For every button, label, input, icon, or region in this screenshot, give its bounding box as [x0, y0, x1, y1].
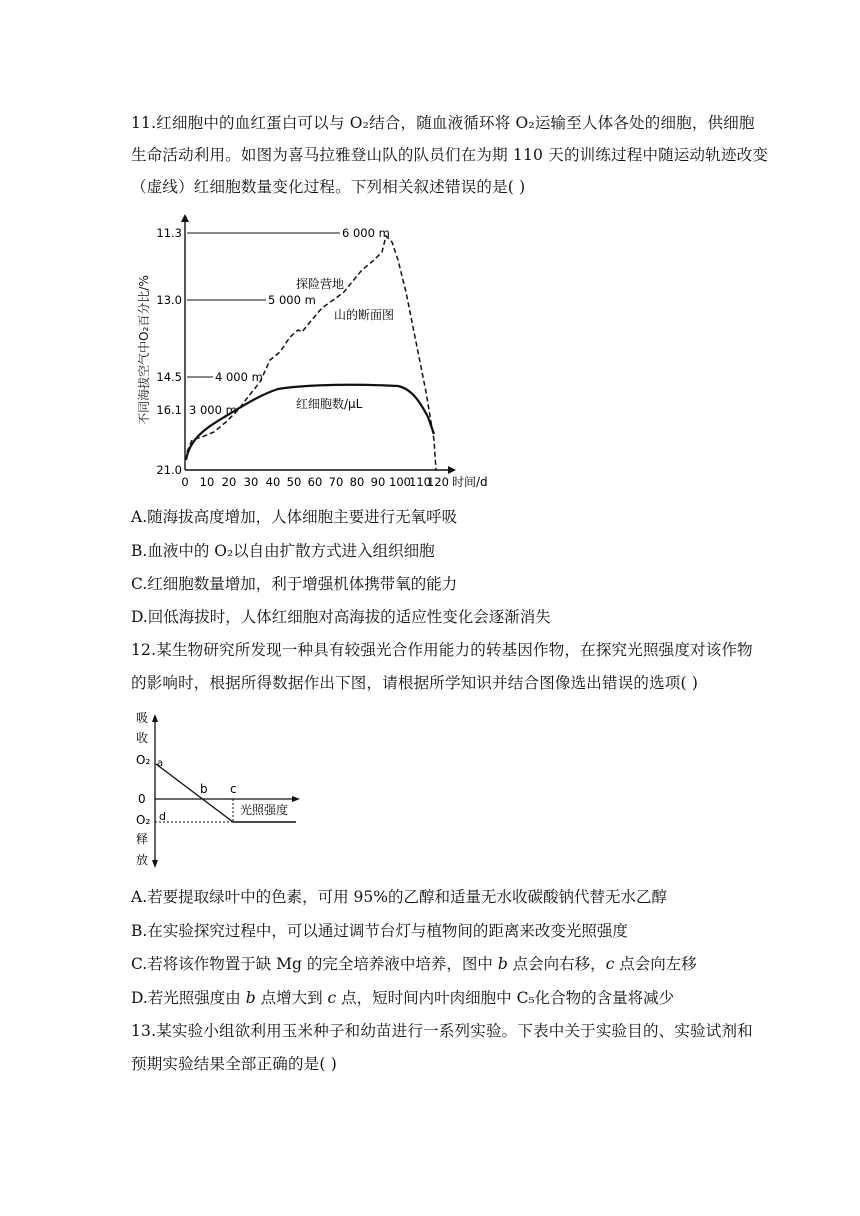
q11-ytick-1: 11.3 [156, 226, 182, 240]
q11-xtick-60: 60 [307, 475, 323, 489]
q11-option-a: A.随海拔高度增加，人体细胞主要进行无氧呼吸 [131, 508, 458, 526]
q12-xlabel: 光照强度 [240, 803, 289, 817]
q11-mountain-profile [187, 236, 436, 470]
q12-figure [132, 706, 312, 870]
q12-option-a: A.若要提取绿叶中的色素，可用 95%的乙醇和适量无水收碳酸钠代替无水乙醇 [131, 888, 668, 906]
q12-option-c-c: c [605, 955, 615, 973]
q12-line-2: 的影响时，根据所得数据作出下图，请根据所学知识并结合图像选出错误的选项( ) [131, 674, 699, 692]
q12-y-bottom-1: 释 [136, 832, 149, 846]
q11-x-arrow [448, 466, 456, 474]
q11-xtick-70: 70 [328, 475, 344, 489]
q12-point-b: b [200, 782, 208, 796]
q12-o2-top: O₂ [136, 753, 151, 767]
q12-option-d [131, 988, 674, 1008]
q12-option-d-b: b [245, 989, 256, 1007]
q11-xticks [181, 475, 449, 489]
q11-ylabel: 不同海拔空气中O₂百分比/% [137, 275, 151, 425]
q11-line-2: 生命活动利用。如图为喜马拉雅登山队的队员们在为期 110 天的训练过程中随运动轨迹改变 [131, 146, 769, 164]
q11-xtick-50: 50 [286, 475, 302, 489]
q11-xtick-80: 80 [349, 475, 365, 489]
q12-option-b: B.在实验探究过程中，可以通过调节台灯与植物间的距离来改变光照强度 [131, 922, 628, 940]
q12-o2-bottom: O₂ [136, 813, 151, 827]
q11-option-d: D.回低海拔时，人体红细胞对高海拔的适应性变化会逐渐消失 [131, 608, 551, 626]
q11-xtick-120: 120 [427, 475, 449, 489]
q11-xtick-20: 20 [221, 475, 237, 489]
q11-alt-3000: 3 000 m [189, 403, 237, 417]
q12-x-arrow [292, 796, 300, 802]
q12-point-c: c [230, 782, 237, 796]
q12-option-d-post: 点，短时间内叶肉细胞中 C₅化合物的含量将减少 [336, 989, 675, 1007]
q11-ytick-5: 21.0 [156, 463, 182, 477]
q11-alt-5000: 5 000 m [268, 293, 316, 307]
q11-ytick-4: 16.1 [156, 403, 182, 417]
q11-figure [130, 212, 510, 494]
q11-xtick-110: 110 [409, 475, 431, 489]
q12-option-c-b: b [497, 955, 508, 973]
q13-line-2: 预期实验结果全部正确的是( ) [131, 1055, 338, 1073]
q11-option-c: C.红细胞数量增加，利于增强机体携带氧的能力 [131, 575, 458, 593]
q12-curve-descending [156, 764, 233, 822]
q11-y-arrow [181, 214, 189, 222]
q12-y-arrow-down [152, 860, 158, 868]
q12-point-a: a [157, 758, 164, 769]
q11-xtick-30: 30 [243, 475, 259, 489]
q12-option-d-mid: 点增大到 [255, 989, 328, 1007]
q12-line-1: 12.某生物研究所发现一种具有较强光合作用能力的转基因作物，在探究光照强度对该作物 [131, 641, 753, 659]
q12-y-top-1: 吸 [136, 711, 149, 725]
q11-option-b: B.血液中的 O₂以自由扩散方式进入组织细胞 [131, 542, 435, 560]
q11-line-3: （虚线）红细胞数量变化过程。下列相关叙述错误的是( ) [131, 178, 526, 196]
q11-xtick-0: 0 [181, 475, 189, 489]
q11-line-1: 11.红细胞中的血红蛋白可以与 O₂结合，随血液循环将 O₂运输至人体各处的细胞，供细胞 [131, 114, 755, 132]
q12-option-c-mid: 点会向右移， [507, 955, 606, 973]
q13-line-1: 13.某实验小组欲利用玉米种子和幼苗进行一系列实验。下表中关于实验目的、实验试剂和 [131, 1022, 753, 1040]
q11-label-camp: 探险营地 [296, 277, 345, 291]
q11-xtick-90: 90 [370, 475, 386, 489]
q11-ytick-2: 13.0 [156, 293, 182, 307]
q12-option-c [131, 954, 697, 974]
q11-xtick-40: 40 [265, 475, 281, 489]
q12-y-bottom-2: 放 [136, 853, 149, 867]
q12-option-c-pre: C.若将该作物置于缺 Mg 的完全培养液中培养，图中 [131, 955, 498, 973]
q12-zero: 0 [138, 792, 146, 806]
q12-option-c-post: 点会向左移 [614, 955, 697, 973]
q12-y-arrow-up [152, 714, 158, 722]
q12-option-d-pre: D.若光照强度由 [131, 989, 246, 1007]
q11-xtick-100: 100 [389, 475, 411, 489]
q11-label-section: 山的断面图 [334, 308, 395, 322]
q12-option-d-c: c [327, 989, 337, 1007]
q11-xlabel: 时间/d [452, 475, 488, 489]
q12-point-d: d [159, 810, 166, 823]
q11-alt-6000: 6 000 m [342, 226, 390, 240]
q11-alt-4000: 4 000 m [215, 370, 263, 384]
q12-y-top-2: 收 [136, 731, 149, 745]
q11-xtick-10: 10 [199, 475, 215, 489]
q11-label-rbc: 红细胞数/μL [296, 397, 363, 411]
q11-ytick-3: 14.5 [156, 370, 182, 384]
